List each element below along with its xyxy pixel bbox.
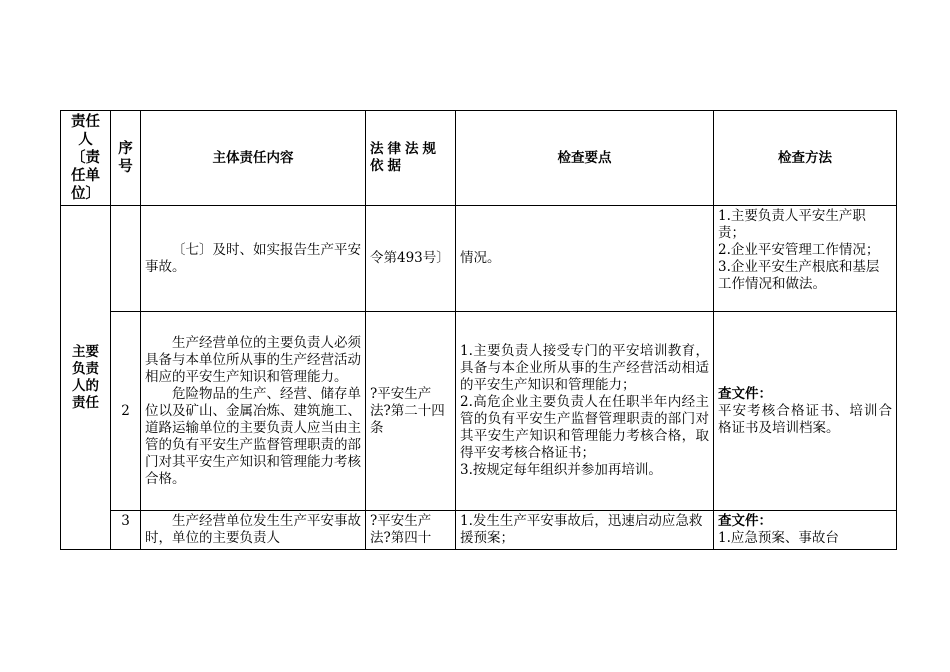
- header-responsible: 责任人〔责任单位〕: [61, 111, 111, 206]
- method-text: 3.企业平安生产根底和基层工作情况和做法。: [718, 259, 880, 292]
- header-points: 检查要点: [456, 111, 714, 206]
- header-law: 法律法规依据: [366, 111, 456, 206]
- points-text: 1.发生生产平安事故后，迅速启动应急救援预案；: [460, 513, 703, 546]
- method-text: 1.应急预案、事故台: [718, 530, 839, 546]
- table-row: [61, 511, 897, 550]
- seq-cell: 3: [111, 511, 141, 550]
- points-text: 2.高危企业主要负责人在任职半年内经主管的负有平安生产监督管理职责的部门对其平安生产知识和管理能力考核合格，取得平安考核合格证书；: [460, 394, 709, 461]
- content-text: 生产经营单位发生生产平安事故时，单位的主要负责人: [145, 513, 361, 546]
- content-cell: [141, 511, 366, 550]
- content-cell: [141, 206, 366, 312]
- responsible-party: 主要负责人的责任: [72, 343, 99, 411]
- seq-cell: [111, 206, 141, 312]
- method-title: 查文件：: [718, 513, 772, 529]
- points-text: 3.按规定每年组织并参加再培训。: [460, 462, 662, 478]
- content-text: 危险物品的生产、经营、储存单位以及矿山、金属冶炼、建筑施工、道路运输单位的主要负责人应当由主管的负有平安生产监督管理职责的部门对其平安生产知识和管理能力考核合格。: [145, 385, 361, 487]
- header-seq: 序号: [111, 111, 141, 206]
- method-text: 2.企业平安管理工作情况；: [718, 242, 880, 258]
- header-method: 检查方法: [714, 111, 897, 206]
- method-cell: [714, 206, 897, 312]
- points-cell: [456, 206, 714, 312]
- law-cell: ?平安生产法?第二十四条: [366, 312, 456, 511]
- method-title: 查文件：: [718, 385, 772, 402]
- law-cell: 令第493号〕: [366, 206, 456, 312]
- responsibility-table: [60, 110, 897, 550]
- seq-cell: 2: [111, 312, 141, 511]
- law-cell: ?平安生产法?第四十: [366, 511, 456, 550]
- content-text: 生产经营单位的主要负责人必须具备与本单位所从事的生产经营活动相应的平安生产知识和管理能力。: [145, 334, 361, 385]
- table-row: [61, 206, 897, 312]
- points-text: 1.主要负责人接受专门的平安培训教育，具备与本企业所从事的生产经营活动相适的平安生产知识和管理能力；: [460, 343, 709, 393]
- content-text: 〔七〕及时、如实报告生产平安事故。: [145, 241, 361, 275]
- header-content: 主体责任内容: [141, 111, 366, 206]
- method-text: 平安考核合格证书、培训合格证书及培训档案。: [718, 402, 892, 436]
- table-row: [61, 312, 897, 511]
- method-text: 1.主要负责人平安生产职责；: [718, 208, 866, 241]
- header-row: [61, 111, 897, 206]
- method-cell: [714, 312, 897, 511]
- points-cell: [456, 312, 714, 511]
- content-cell: [141, 312, 366, 511]
- responsible-party-cell: [61, 206, 111, 550]
- points-text: 情况。: [460, 250, 501, 266]
- method-cell: [714, 511, 897, 550]
- points-cell: [456, 511, 714, 550]
